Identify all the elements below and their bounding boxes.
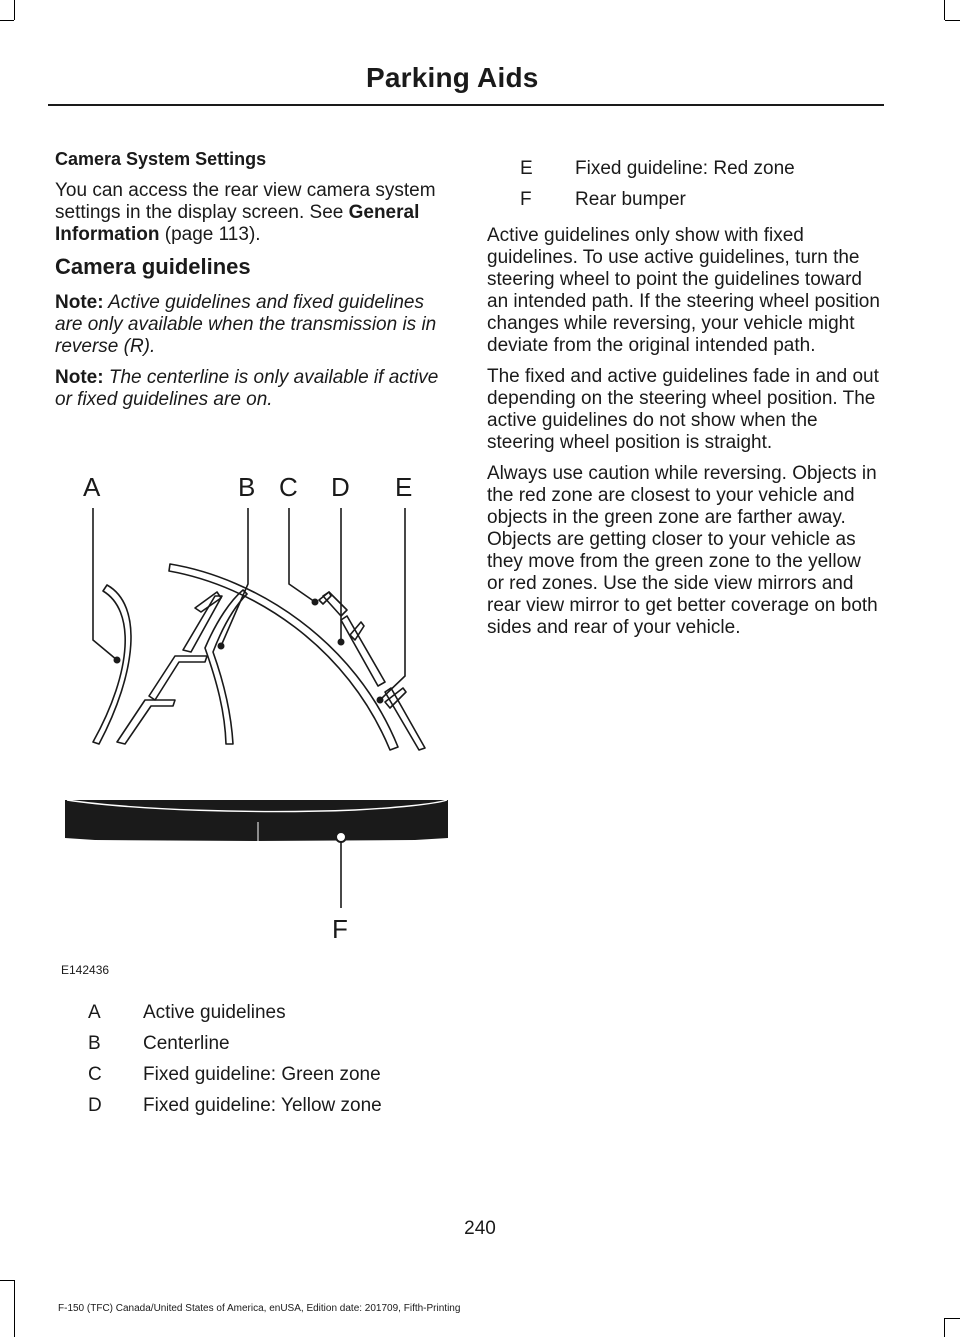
paragraph-active-guidelines: Active guidelines only show with fixed guidelines. To use active guidelines, turn the steering wheel to point the guidelines toward an intended path. If the steering wheel position changes while reversing, your vehicle might deviate from the original intended path.	[487, 225, 880, 356]
leader-dot-e	[377, 697, 384, 704]
legend-text: Rear bumper	[575, 189, 686, 210]
general-information-link[interactable]: General Information	[55, 202, 420, 245]
active-guideline-left	[93, 585, 131, 744]
fixed-guideline-left-yellow	[149, 656, 207, 700]
active-guideline-inner	[205, 590, 247, 744]
legend-text: Fixed guideline: Red zone	[575, 158, 795, 179]
note-label: Note:	[55, 292, 104, 313]
crop-mark	[0, 1280, 14, 1281]
header-divider	[48, 104, 884, 106]
legend-row	[88, 1033, 458, 1055]
note-1	[55, 292, 450, 358]
crop-mark	[945, 1318, 960, 1319]
legend-text: Centerline	[143, 1033, 230, 1054]
legend-text: Fixed guideline: Green zone	[143, 1064, 381, 1085]
centerline	[169, 564, 398, 750]
left-column	[55, 148, 450, 420]
legend-key: A	[88, 1002, 101, 1023]
note-text: The centerline is only available if active or fixed guidelines are on.	[55, 367, 439, 410]
note-text: Active guidelines and fixed guidelines are only available when the transmission is in reverse (R).	[55, 292, 437, 357]
legend-key: C	[88, 1064, 102, 1085]
intro-tail: (page 113).	[159, 224, 261, 245]
legend-right	[487, 158, 882, 211]
legend-left	[88, 1002, 458, 1126]
legend-text: Fixed guideline: Yellow zone	[143, 1095, 382, 1116]
intro-text: You can access the rear view camera system settings in the display screen. See	[55, 180, 436, 223]
footer: F-150 (TFC) Canada/United States of America, enUSA, Edition date: 201709, Fifth-Printing	[58, 1303, 461, 1314]
legend-key: B	[88, 1033, 101, 1054]
leader-dot-d	[338, 639, 345, 646]
callout-b: B	[238, 472, 256, 502]
fixed-guideline-right-green	[323, 592, 347, 616]
callout-c: C	[279, 472, 298, 502]
leader-e	[380, 508, 405, 700]
legend-row	[88, 1095, 458, 1117]
crop-mark	[0, 20, 14, 21]
callout-e: E	[395, 472, 413, 502]
legend-text: Active guidelines	[143, 1002, 286, 1023]
page-number: 240	[464, 1218, 496, 1239]
intro-paragraph	[55, 180, 450, 246]
legend-row	[520, 189, 882, 211]
callout-d: D	[331, 472, 350, 502]
legend-row	[88, 1064, 458, 1086]
note-2	[55, 367, 450, 411]
crop-mark	[944, 1318, 945, 1337]
paragraph-caution: Always use caution while reversing. Objects in the red zone are closest to your vehicle and objects in the green zone are farther away. Objects are getting closer to your vehicle as they move from the green zone to the yellow or red zones. Use the side view mirrors and rear view mirror to get better coverage on both sides and rear of your vehicle.	[487, 463, 878, 638]
legend-key: D	[88, 1095, 102, 1116]
leader-c	[289, 508, 315, 602]
crop-mark	[14, 1280, 15, 1337]
callout-f: F	[332, 914, 348, 944]
legend-key: E	[520, 158, 533, 179]
page-title: Parking Aids	[366, 62, 539, 93]
subheading: Camera guidelines	[55, 254, 251, 279]
paragraph-fade: The fixed and active guidelines fade in and out depending on the steering wheel position. The active guidelines do not show when the steering wheel position is straight.	[487, 366, 879, 453]
crop-mark	[945, 20, 960, 21]
leader-dot-b	[218, 643, 225, 650]
legend-key: F	[520, 189, 532, 210]
callout-a: A	[83, 472, 101, 502]
right-column	[487, 158, 882, 648]
leader-a	[93, 508, 117, 660]
crop-mark	[944, 0, 945, 20]
leader-dot-c	[312, 599, 319, 606]
legend-row	[88, 1002, 458, 1024]
figure-code: E142436	[61, 963, 110, 977]
section-heading: Camera System Settings	[55, 149, 267, 169]
crop-mark	[14, 0, 15, 20]
fixed-guideline-left-red	[117, 700, 175, 744]
note-label: Note:	[55, 367, 104, 388]
leader-dot-f	[336, 832, 346, 842]
legend-row	[520, 158, 882, 180]
leader-dot-a	[114, 657, 121, 664]
camera-guidelines-diagram	[55, 460, 455, 990]
